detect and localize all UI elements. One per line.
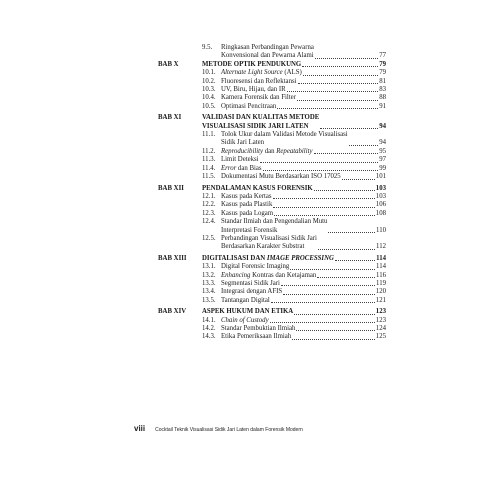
title-line: Segmentasi Sidik Jari bbox=[221, 279, 280, 287]
section-number: 11.5. bbox=[202, 173, 216, 181]
dot-leader bbox=[320, 128, 378, 129]
section-number: 10.4. bbox=[202, 94, 216, 102]
title-line: VISUALISASI SIDIK JARI LATEN bbox=[202, 122, 309, 130]
section-title bbox=[221, 297, 386, 305]
section-title bbox=[221, 131, 386, 148]
page-number-ref: 112 bbox=[376, 243, 386, 251]
dot-leader bbox=[294, 314, 375, 315]
section-title bbox=[221, 272, 386, 280]
section-number: 13.2. bbox=[202, 271, 216, 279]
title-line: ASPEK HUKUM DAN ETIKA bbox=[202, 308, 294, 316]
title-line: Enhancing Kontras dan Ketajaman bbox=[221, 271, 317, 279]
toc-section-row bbox=[158, 210, 386, 218]
page-number-ref: 114 bbox=[376, 254, 386, 262]
toc-section-row bbox=[158, 218, 386, 235]
page-number-ref: 88 bbox=[379, 94, 386, 102]
section-number: 13.1. bbox=[202, 263, 216, 271]
dot-leader bbox=[273, 198, 375, 199]
title-line: Etika Pemeriksaan Ilmiah bbox=[221, 333, 292, 341]
dot-leader bbox=[292, 339, 375, 340]
chapter-label: BAB XIV bbox=[158, 308, 187, 316]
dot-leader bbox=[290, 269, 375, 270]
title-line: Perbandingan Visualisasi Sidik Jari bbox=[221, 234, 317, 242]
title-line: Integrasi dengan AFIS bbox=[221, 288, 283, 296]
toc-section-row bbox=[158, 156, 386, 164]
section-title bbox=[221, 156, 386, 164]
page-number-ref: 79 bbox=[379, 60, 386, 68]
section-number: 10.2. bbox=[202, 77, 216, 85]
dot-leader bbox=[271, 302, 375, 303]
page-number-ref: 123 bbox=[375, 316, 386, 324]
title-line: Optimasi Pencitraan bbox=[221, 102, 277, 110]
section-title bbox=[221, 44, 386, 61]
chapter-title bbox=[202, 308, 386, 316]
section-title bbox=[221, 69, 386, 77]
section-number: 14.3. bbox=[202, 333, 216, 341]
section-title bbox=[221, 263, 386, 271]
section-number: 12.4. bbox=[202, 218, 216, 226]
page-number-ref: 77 bbox=[379, 52, 386, 60]
page-number-ref: 95 bbox=[379, 147, 386, 155]
title-line: METODE OPTIK PENDUKUNG bbox=[202, 60, 302, 68]
chapter-label: BAB XI bbox=[158, 114, 182, 122]
title-line: Ringkasan Perbandingan Pewarna bbox=[221, 44, 314, 51]
title-line: Sidik Jari Laten bbox=[221, 139, 265, 147]
section-title bbox=[221, 193, 386, 201]
section-title bbox=[221, 78, 386, 86]
dot-leader bbox=[274, 215, 375, 216]
section-title bbox=[221, 333, 386, 341]
title-line: Tantangan Digital bbox=[221, 296, 270, 304]
dot-leader bbox=[302, 66, 378, 67]
title-line: Tolok Ukur dalam Validasi Metode Visualisasi bbox=[221, 131, 348, 139]
title-line: Alternate Light Source (ALS) bbox=[221, 69, 302, 77]
dot-leader bbox=[318, 249, 375, 250]
section-number: 9.5. bbox=[202, 44, 213, 51]
page-number: viii bbox=[134, 424, 146, 433]
page-number-ref: 121 bbox=[375, 296, 386, 304]
title-line: PENDALAMAN KASUS FORENSIK bbox=[202, 184, 313, 192]
toc-section-row bbox=[158, 193, 386, 201]
page-number-ref: 83 bbox=[379, 86, 386, 94]
toc-section-row bbox=[158, 103, 386, 111]
title-line: VALIDASI DAN KUALITAS METODE bbox=[202, 114, 320, 122]
section-title bbox=[221, 165, 386, 173]
page-number-ref: 124 bbox=[375, 325, 386, 332]
title-line: Berdasarkan Karakter Substrat bbox=[221, 243, 305, 251]
toc-chapter-row bbox=[158, 114, 386, 131]
toc-section-row bbox=[158, 288, 386, 296]
title-line: Dokumentasi Mutu Berdasarkan ISO 17025 bbox=[221, 173, 341, 181]
page-number-ref: 79 bbox=[379, 69, 386, 77]
table-of-contents bbox=[158, 44, 386, 342]
dot-leader bbox=[349, 145, 379, 146]
toc-section-row bbox=[158, 173, 386, 181]
dot-leader bbox=[298, 83, 379, 84]
dot-leader bbox=[315, 58, 378, 59]
dot-leader bbox=[317, 277, 375, 278]
page-number-ref: 125 bbox=[375, 333, 386, 341]
section-number: 10.5. bbox=[202, 102, 216, 110]
title-line: Error dan Bias bbox=[221, 164, 262, 172]
dot-leader bbox=[270, 322, 375, 323]
toc-section-row bbox=[158, 280, 386, 288]
section-title bbox=[221, 201, 386, 209]
section-number: 11.2. bbox=[202, 147, 216, 155]
section-number: 12.5. bbox=[202, 234, 216, 242]
section-title bbox=[221, 103, 386, 111]
page-number-ref: 123 bbox=[375, 308, 386, 316]
title-line: Interpretasi Forensik bbox=[221, 226, 278, 234]
dot-leader bbox=[335, 260, 375, 261]
section-number: 11.3. bbox=[202, 156, 216, 164]
section-title bbox=[221, 218, 386, 235]
chapter-title bbox=[202, 114, 386, 131]
toc-section-row bbox=[158, 297, 386, 305]
section-title bbox=[221, 325, 386, 333]
dot-leader bbox=[287, 91, 379, 92]
section-number: 13.5. bbox=[202, 296, 216, 304]
toc-chapter-row bbox=[158, 255, 386, 263]
dot-leader bbox=[283, 294, 375, 295]
toc-section-row bbox=[158, 272, 386, 280]
toc-section-row bbox=[158, 165, 386, 173]
toc-section-row bbox=[158, 131, 386, 148]
page-number-ref: 97 bbox=[379, 156, 386, 164]
section-title bbox=[221, 173, 386, 181]
toc-section-row bbox=[158, 94, 386, 102]
title-line: Limit Deteksi bbox=[221, 156, 259, 164]
chapter-label: BAB XII bbox=[158, 184, 184, 192]
section-number: 10.1. bbox=[202, 69, 216, 77]
title-line: UV, Biru, Hijau, dan IR bbox=[221, 86, 286, 94]
title-line: Standar Ilmiah dan Pengendalian Mutu bbox=[221, 218, 328, 226]
page-number-ref: 99 bbox=[379, 164, 386, 172]
dot-leader bbox=[328, 232, 375, 233]
title-line: Fluoresensi dan Reflektansi bbox=[221, 77, 297, 85]
title-line: Konvensional dan Pewarna Alami bbox=[221, 52, 314, 60]
chapter-title bbox=[202, 255, 386, 263]
section-number: 13.3. bbox=[202, 279, 216, 287]
section-number: 13.4. bbox=[202, 288, 216, 296]
section-title bbox=[221, 148, 386, 156]
page-number-ref: 94 bbox=[379, 122, 386, 130]
section-number: 14.1. bbox=[202, 316, 216, 324]
page-number-ref: 116 bbox=[376, 271, 386, 279]
page-number-ref: 103 bbox=[375, 192, 386, 200]
page-number-ref: 101 bbox=[375, 173, 386, 181]
toc-section-row bbox=[158, 263, 386, 271]
toc-section-row bbox=[158, 148, 386, 156]
toc-section-row bbox=[158, 69, 386, 77]
section-number: 12.3. bbox=[202, 209, 216, 217]
title-line: Standar Pembuktian Ilmiah bbox=[221, 325, 296, 332]
section-number: 12.1. bbox=[202, 192, 216, 200]
page-number-ref: 108 bbox=[375, 209, 386, 217]
section-title bbox=[221, 317, 386, 325]
page-number-ref: 120 bbox=[375, 288, 386, 296]
title-line: DIGITALISASI DAN IMAGE PROCESSING bbox=[202, 254, 334, 262]
toc-section-row bbox=[158, 333, 386, 341]
chapter-title bbox=[202, 185, 386, 193]
section-number: 14.2. bbox=[202, 325, 216, 332]
dot-leader bbox=[277, 108, 378, 109]
chapter-title bbox=[202, 61, 386, 69]
section-title bbox=[221, 210, 386, 218]
page-number-ref: 114 bbox=[376, 263, 386, 271]
section-number: 11.4. bbox=[202, 164, 216, 172]
section-number: 11.1. bbox=[202, 131, 216, 139]
section-number: 12.2. bbox=[202, 201, 216, 209]
toc-section-row bbox=[158, 86, 386, 94]
page-number-ref: 94 bbox=[379, 139, 386, 147]
title-line: Digital Forensic Imaging bbox=[221, 263, 290, 271]
toc-section-row bbox=[158, 78, 386, 86]
running-title: Cocktail Teknik Visualisasi Sidik Jari Laten dalam Forensik Modern bbox=[155, 427, 303, 433]
title-line: Kamera Forensik dan Filter bbox=[221, 94, 296, 102]
dot-leader bbox=[263, 170, 379, 171]
dot-leader bbox=[303, 75, 378, 76]
dot-leader bbox=[314, 190, 375, 191]
page-number-ref: 110 bbox=[376, 226, 386, 234]
section-title bbox=[221, 86, 386, 94]
section-title bbox=[221, 94, 386, 102]
dot-leader bbox=[281, 285, 375, 286]
dot-leader bbox=[314, 153, 379, 154]
title-line: Kasus pada Logam bbox=[221, 209, 274, 217]
title-line: Reproducibility dan Repeatability bbox=[221, 147, 313, 155]
toc-section-row bbox=[158, 201, 386, 209]
dot-leader bbox=[273, 207, 374, 208]
toc-section-row bbox=[158, 235, 386, 252]
page-number-ref: 91 bbox=[379, 102, 386, 110]
toc-chapter-row bbox=[158, 61, 386, 69]
dot-leader bbox=[342, 179, 375, 180]
title-line: Chain of Custody bbox=[221, 316, 269, 324]
dot-leader bbox=[260, 162, 379, 163]
page-number-ref: 103 bbox=[375, 184, 386, 192]
page-footer bbox=[134, 424, 303, 433]
dot-leader bbox=[297, 100, 378, 101]
title-line: Kasus pada Kertas bbox=[221, 192, 272, 200]
page-number-ref: 106 bbox=[375, 201, 386, 209]
toc-section-row bbox=[158, 44, 386, 61]
section-number: 10.3. bbox=[202, 86, 216, 94]
toc-chapter-row bbox=[158, 185, 386, 193]
toc-chapter-row bbox=[158, 308, 386, 316]
page-number-ref: 81 bbox=[379, 77, 386, 85]
section-title bbox=[221, 280, 386, 288]
section-title bbox=[221, 235, 386, 252]
title-line: Kasus pada Plastik bbox=[221, 201, 273, 209]
chapter-label: BAB X bbox=[158, 60, 179, 68]
page-number-ref: 119 bbox=[376, 279, 386, 287]
toc-section-row bbox=[158, 325, 386, 333]
dot-leader bbox=[296, 330, 374, 331]
toc-section-row bbox=[158, 317, 386, 325]
section-title bbox=[221, 288, 386, 296]
chapter-label: BAB XIII bbox=[158, 254, 187, 262]
